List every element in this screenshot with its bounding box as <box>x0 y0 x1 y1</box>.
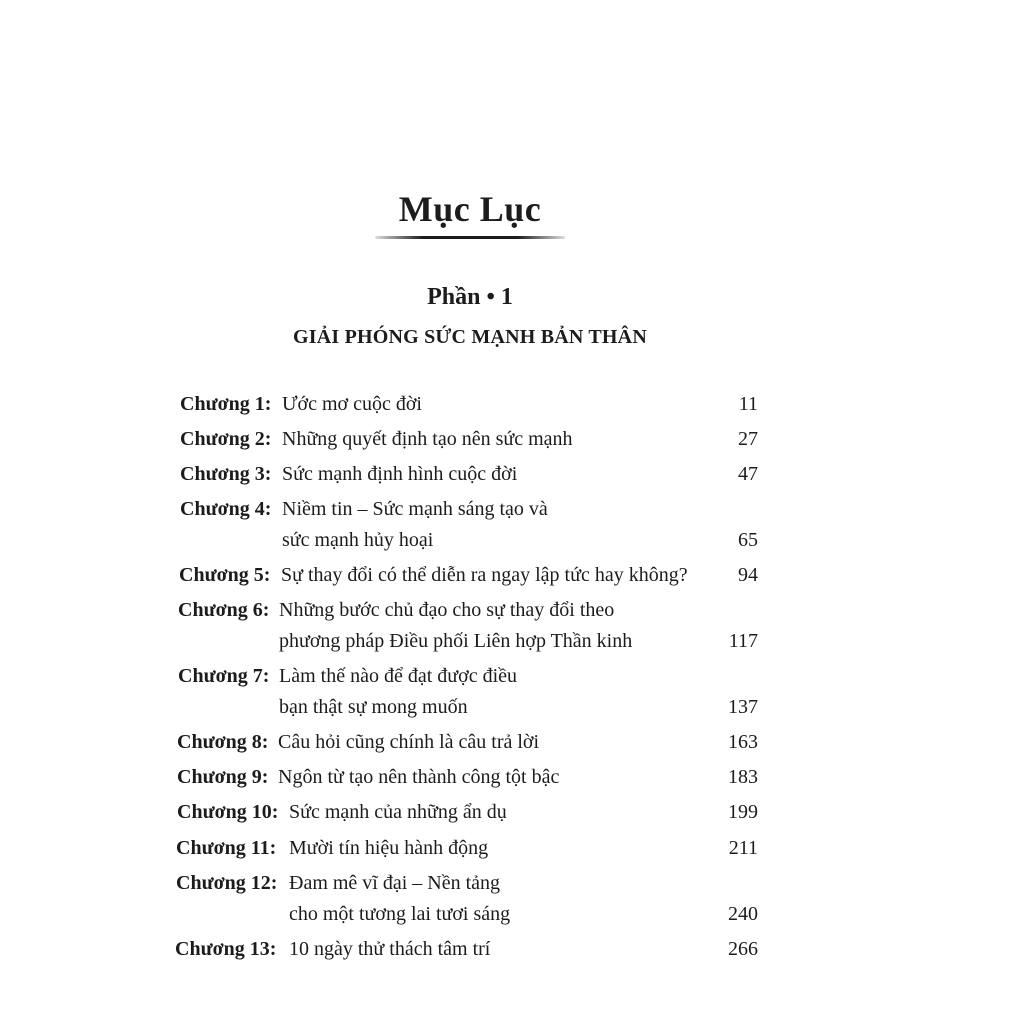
page-number: 211 <box>728 837 758 859</box>
chapter-title-line: Những quyết định tạo nên sức mạnh <box>282 428 573 450</box>
chapter-title-line: Sự thay đổi có thể diễn ra ngay lập tức hay không? <box>281 564 688 586</box>
chapter-label: Chương 1: <box>180 393 272 415</box>
page-title: Mục Lục <box>398 189 542 229</box>
title-underline <box>375 236 565 239</box>
page-number: 65 <box>738 529 758 551</box>
chapter-title-line: Sức mạnh định hình cuộc đời <box>282 463 518 485</box>
chapter-label: Chương 11: <box>176 837 277 859</box>
page-number: 11 <box>738 393 758 415</box>
chapter-label: Chương 13: <box>175 938 277 960</box>
chapter-label: Chương 7: <box>178 665 270 687</box>
chapter-title-line: 10 ngày thử thách tâm trí <box>289 938 491 960</box>
chapter-title-line: Làm thế nào để đạt được điều <box>279 665 517 687</box>
chapter-title-line: phương pháp Điều phối Liên hợp Thần kinh <box>279 630 633 652</box>
page-number: 240 <box>728 903 758 925</box>
chapter-label: Chương 5: <box>179 564 271 586</box>
chapter-title-line: Niềm tin – Sức mạnh sáng tạo và <box>282 498 548 520</box>
chapter-label: Chương 6: <box>178 599 270 621</box>
chapter-label: Chương 10: <box>177 801 279 823</box>
page-number: 137 <box>728 696 758 718</box>
chapter-title-line: Ngôn từ tạo nên thành công tột bậc <box>278 766 560 788</box>
page-number: 47 <box>738 463 758 485</box>
chapter-title-line: Đam mê vĩ đại – Nền tảng <box>289 872 501 894</box>
chapter-label: Chương 4: <box>180 498 272 520</box>
page-number: 27 <box>738 428 758 450</box>
chapter-label: Chương 12: <box>176 872 278 894</box>
page-number: 183 <box>728 766 758 788</box>
chapter-title-line: bạn thật sự mong muốn <box>279 696 468 718</box>
chapter-label: Chương 3: <box>180 463 272 485</box>
chapter-title-line: sức mạnh hủy hoại <box>282 529 434 551</box>
page-number: 266 <box>728 938 758 960</box>
part-title: GIẢI PHÓNG SỨC MẠNH BẢN THÂN <box>293 326 647 348</box>
chapter-title-line: Ước mơ cuộc đời <box>282 393 422 415</box>
page-number: 117 <box>728 630 758 652</box>
chapter-label: Chương 9: <box>177 766 269 788</box>
page-number: 94 <box>738 564 758 586</box>
chapter-label: Chương 2: <box>180 428 272 450</box>
chapter-title-line: Sức mạnh của những ẩn dụ <box>289 801 507 823</box>
chapter-title-line: Những bước chủ đạo cho sự thay đổi theo <box>279 599 615 621</box>
chapter-title-line: Mười tín hiệu hành động <box>289 837 489 859</box>
chapter-label: Chương 8: <box>177 731 269 753</box>
chapter-title-line: Câu hỏi cũng chính là câu trả lời <box>278 731 540 753</box>
chapter-title-line: cho một tương lai tươi sáng <box>289 903 511 925</box>
part-label: Phần • 1 <box>427 284 513 310</box>
page-number: 199 <box>728 801 758 823</box>
page-number: 163 <box>728 731 758 753</box>
